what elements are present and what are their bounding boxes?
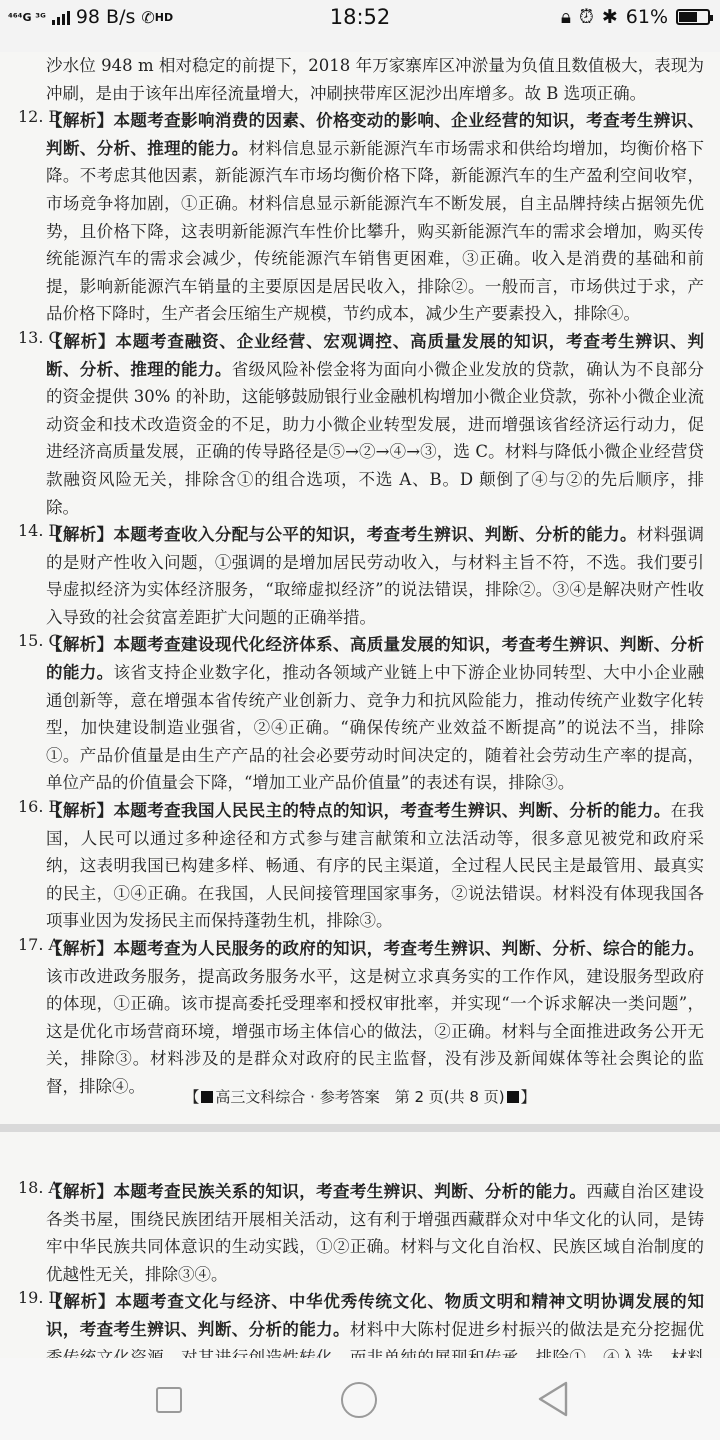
recent-apps-button[interactable] bbox=[156, 1387, 182, 1413]
analysis-tag: 【解析】 bbox=[46, 111, 114, 131]
answer-number: 12. B bbox=[18, 107, 61, 127]
analysis-body: 材料信息显示新能源汽车市场需求和供给均增加，均衡价格下降。不考虑其他因素，新能源汽车市场均衡价格下降，新能源汽车的生产盈利空间收窄，市场竞争将加剧，①正确。材料信息显示新能源汽车不断发展，自主品牌持续占据领先优势，且价格下降，这表明新能源汽车性价比攀升，购买新能源汽车的需求会增加，购买传统能源汽车的需求会减少，传统能源汽车销售更困难，③正确。收入是消费的基础和前提，影响新能源汽车销量的主要原因是居民收入，排除②。一般而言，市场供过于求，产品价格下降时，生产者会压缩生产规模，节约成本，减少生产要素投入，排除④。 bbox=[46, 138, 705, 324]
network-speed: 98 B/s bbox=[75, 6, 136, 28]
home-button[interactable] bbox=[341, 1382, 377, 1418]
answer-item-14 bbox=[18, 521, 704, 631]
analysis-heading: 本题考查收入分配与公平的知识，考查考生辨识、判断、分析的能力。 bbox=[113, 525, 637, 545]
answer-item-16 bbox=[18, 797, 704, 935]
call-icon: ✆ bbox=[141, 7, 155, 27]
answer-number: 18. A bbox=[18, 1178, 61, 1197]
battery-icon bbox=[676, 9, 710, 25]
back-triangle-icon bbox=[536, 1380, 570, 1418]
analysis-body: 该市改进政务服务，提高政务服务水平，这是树立求真务实的工作作风，建设服务型政府的体现，①正确。该市提高委托受理率和授权审批率，并实现“一个诉求解决一类问题”，这是优化市场营商环境，增强市场主体信心的做法，②正确。材料与全面推进政务公开无关，排除③。材料涉及的是群众对政府的民主监督，没有涉及新闻媒体等社会舆论的监督，排除④。 bbox=[46, 966, 704, 1096]
answer-number: 16. B bbox=[18, 797, 61, 817]
footer-block-icon bbox=[507, 1091, 519, 1103]
answer-item-17 bbox=[18, 935, 704, 1101]
answer-number: 17. A bbox=[18, 935, 61, 954]
analysis-heading: 本题考查我国人民民主的特点的知识，考查考生辨识、判断、分析的能力。 bbox=[113, 801, 671, 821]
answer-number: 15. C bbox=[18, 631, 61, 651]
answer-number: 14. D bbox=[18, 521, 62, 541]
answer-text bbox=[46, 328, 704, 521]
analysis-tag: 【解析】 bbox=[46, 331, 116, 351]
analysis-heading: 本题考查为人民服务的政府的知识，考查考生辨识、判断、分析、综合的能力。 bbox=[113, 939, 705, 958]
answer-text bbox=[46, 521, 704, 631]
hd-badge: HD bbox=[154, 10, 174, 24]
continuation-text: 沙水位 948 m 相对稳定的前提下，2018 年万家寨库区冲淤量为负值且数值极大，表现为冲刷，是由于该年出库径流量增大，冲刷挟带库区泥沙出库增多。故 B 选项正确。 bbox=[46, 56, 704, 103]
document-page-next[interactable] bbox=[0, 1132, 720, 1358]
analysis-body: 省级风险补偿金将为面向小微企业发放的贷款，确认为不良部分的资金提供 30% 的补助，这能够鼓励银行业金融机构增加小微企业贷款，弥补小微企业流动资金和技术改造资金的不足，助力小微企业转型发展，进而增强该省经济运行动力，促进经济高质量发展，正确的传导路径是⑤→②→④→③，选 C。材料与降低小微企业经营贷款融资风险无关，排除含①的组合选项，不选 A、B。D 颠倒了④与②的先后顺序，排除。 bbox=[46, 359, 705, 517]
document-page[interactable] bbox=[0, 52, 720, 1124]
answer-item-18 bbox=[18, 1178, 704, 1288]
answer-item-15 bbox=[18, 631, 704, 797]
lock-rotation-icon: 🔒︎ bbox=[560, 6, 572, 28]
analysis-heading: 本题考查文化与经济、中华优秀传统文化、物质文明和精神文明协调发展的知识，考查考生辨识、判断、分析的能力。 bbox=[46, 1292, 705, 1339]
answer-item-13 bbox=[18, 328, 704, 521]
network-type: ⁴⁶⁴G ³ᴳ bbox=[8, 10, 46, 24]
answer-text bbox=[46, 797, 704, 935]
answer-text bbox=[46, 1178, 704, 1288]
footer-bracket-right: 】 bbox=[520, 1088, 536, 1106]
footer-block-icon bbox=[201, 1091, 213, 1103]
status-bar bbox=[0, 0, 720, 36]
analysis-tag: 【解析】 bbox=[46, 1182, 114, 1201]
answer-item-12 bbox=[18, 107, 704, 328]
analysis-tag: 【解析】 bbox=[46, 801, 114, 821]
answer-text bbox=[46, 107, 704, 328]
analysis-heading: 本题考查民族关系的知识，考查考生辨识、判断、分析的能力。 bbox=[113, 1182, 587, 1201]
page-footer bbox=[0, 1086, 720, 1107]
analysis-body: 在我国，人民可以通过多种途径和方式参与建言献策和立法活动等，很多意见被党和政府采纳，这表明我国已构建多样、畅通、有序的民主渠道，全过程人民民主是最管用、最真实的民主，①④正确。在我国，人民间接管理国家事务，②说法错误。材料没有体现我国各项事业因为发扬民主而保持蓬勃生机，排除③。 bbox=[46, 801, 705, 931]
bluetooth-icon: ✱ bbox=[601, 6, 618, 28]
navigation-bar bbox=[0, 1358, 720, 1440]
analysis-body: 西藏自治区建设各类书屋，围绕民族团结开展相关活动，这有利于增强西藏群众对中华文化的认同，是铸牢中华民族共同体意识的生动实践，①②正确。材料与文化自治权、民族区域自治制度的优越性无关，排除③④。 bbox=[46, 1182, 705, 1284]
back-button[interactable] bbox=[536, 1380, 570, 1422]
footer-text: 高三文科综合 · 参考答案 第 2 页(共 8 页) bbox=[215, 1088, 505, 1106]
analysis-heading: 本题考查影响消费的因素、价格变动的影响、企业经营的知识，考查考生辨识、判断、分析、推理的能力。 bbox=[46, 111, 705, 158]
status-right bbox=[561, 6, 710, 28]
clock: 18:52 bbox=[329, 5, 391, 29]
footer-bracket-left: 【 bbox=[184, 1088, 200, 1106]
page-divider bbox=[0, 1124, 720, 1132]
battery-percent: 61% bbox=[625, 6, 668, 28]
page-content bbox=[18, 52, 704, 1101]
answer-text bbox=[46, 935, 704, 1101]
analysis-body: 材料中大陈村促进乡村振兴的做法是充分挖掘优 bbox=[349, 1319, 705, 1339]
analysis-heading: 本题考查建设现代化经济体系、高质量发展的知识，考查考生辨识、判断、分析的能力。 bbox=[46, 635, 705, 683]
analysis-tag: 【解析】 bbox=[46, 635, 114, 655]
alarm-icon: ⏰︎ bbox=[579, 6, 594, 28]
battery-fill bbox=[679, 12, 697, 22]
analysis-tag: 【解析】 bbox=[46, 525, 114, 545]
analysis-tag: 【解析】 bbox=[46, 939, 114, 958]
analysis-body: 材料强调的是财产性收入问题，①强调的是增加居民劳动收入，与材料主旨不符，不选。我们要引导虚拟经济为实体经济服务，“取缔虚拟经济”的说法错误，排除②。③④是解决财产性收入导致的社会贫富差距扩大问题的正确举措。 bbox=[46, 525, 705, 627]
analysis-tag: 【解析】 bbox=[46, 1292, 116, 1312]
analysis-body: 该省支持企业数字化，推动各领域产业链上中下游企业协同转型、大中小企业融通创新等，意在增强本省传统产业创新力、竞争力和抗风险能力，推动传统产业数字化转型，加快建设制造业强省，②④正确。“确保传统产业效益不断提高”的说法不当，排除①。产品价值量是由生产产品的社会必要劳动时间决定的，随着社会劳动生产率的提高，单位产品的价值量会下降，“增加工业产品价值量”的表述有误，排除③。 bbox=[46, 663, 705, 793]
answer-text bbox=[46, 631, 704, 797]
analysis-heading: 本题考查融资、企业经营、宏观调控、高质量发展的知识，考查考生辨识、判断、分析、推理的能力。 bbox=[46, 331, 705, 379]
answer-number: 19. D bbox=[18, 1288, 62, 1308]
answer-number: 13. C bbox=[18, 327, 61, 347]
